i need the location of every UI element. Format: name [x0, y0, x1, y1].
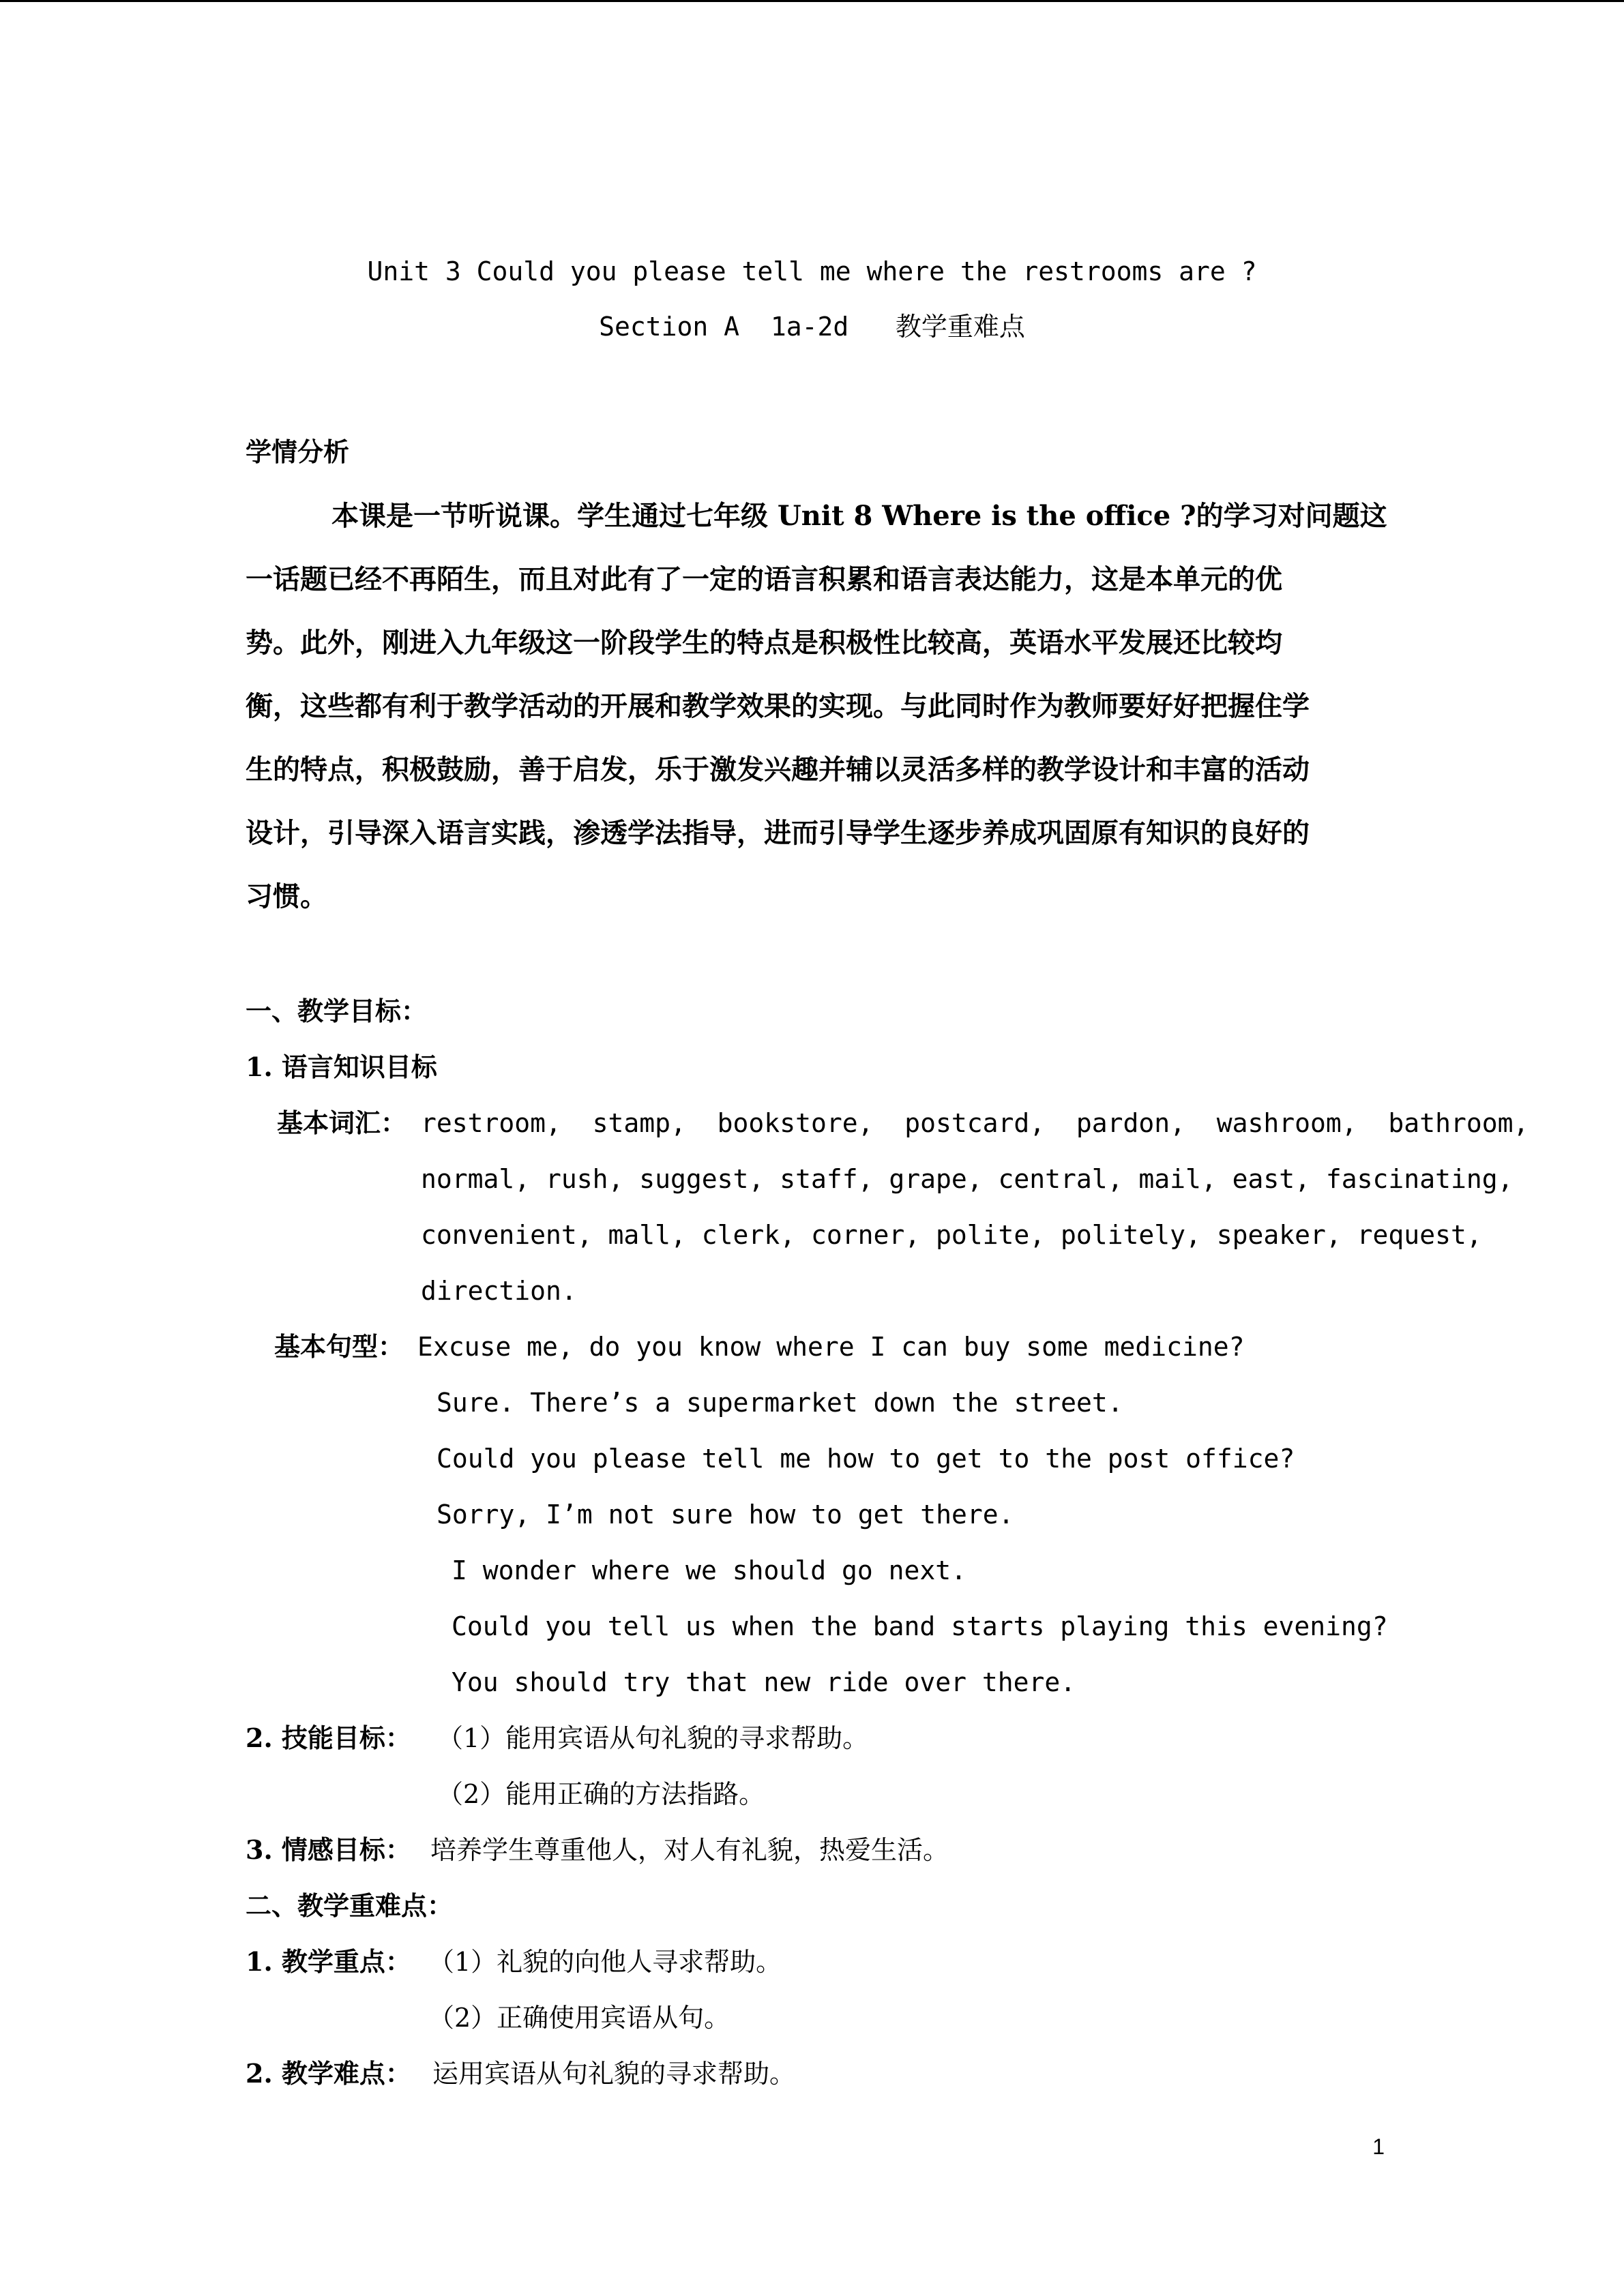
analysis-paragraph-line: 一话题已经不再陌生，而且对此有了一定的语言积累和语言表达能力，这是本单元的优	[246, 563, 1282, 595]
vocab-line: restroom, stamp, bookstore, postcard, pardon, washroom, bathroom,	[421, 1108, 1529, 1138]
sentence-line: Could you tell us when the band starts playing this evening?	[452, 1611, 1388, 1641]
vocab-line: normal, rush, suggest, staff, grape, central, mail, east, fascinating,	[421, 1164, 1514, 1194]
keypoint-difficulty-label: 2. 教学难点：	[246, 2058, 411, 2089]
skill-line: （1）能用宾语从句礼貌的寻求帮助。	[437, 1723, 869, 1753]
sentence-line: You should try that new ride over there.	[452, 1667, 1076, 1697]
sentence-line: Could you please tell me how to get to the post office?	[437, 1444, 1295, 1474]
vocab-label: 基本词汇：	[277, 1107, 407, 1138]
vocab-line: convenient, mall, clerk, corner, polite, politely, speaker, request,	[421, 1220, 1482, 1250]
analysis-paragraph-line: 设计，引导深入语言实践，渗透学法指导，进而引导学生逐步养成巩固原有知识的良好的	[246, 817, 1310, 849]
analysis-paragraph-line: 本课是一节听说课。学生通过七年级 Unit 8 Where is the office ?的学习对问题这	[331, 500, 1387, 532]
sentence-label: 基本句型：	[274, 1331, 404, 1362]
page-title: Unit 3 Could you please tell me where the restrooms are ?	[367, 256, 1257, 286]
skill-line: （2）能用正确的方法指路。	[437, 1779, 765, 1809]
page-number: 1	[1372, 2134, 1385, 2159]
analysis-paragraph-line: 生的特点，积极鼓励，善于启发，乐于激发兴趣并辅以灵活多样的教学设计和丰富的活动	[246, 754, 1310, 786]
difficulty-text: 运用宾语从句礼貌的寻求帮助。	[432, 2059, 796, 2089]
analysis-paragraph-line: 势。此外，刚进入九年级这一阶段学生的特点是积极性比较高，英语水平发展还比较均	[246, 627, 1282, 659]
keypoints-heading: 二、教学重难点：	[246, 1890, 454, 1921]
objective-language-label: 1. 语言知识目标	[246, 1052, 437, 1082]
focus-line: （1）礼貌的向他人寻求帮助。	[428, 1947, 782, 1977]
objective-emotion-label: 3. 情感目标：	[246, 1834, 411, 1865]
analysis-paragraph-line: 习惯。	[246, 880, 327, 912]
top-border	[0, 0, 1624, 2]
keypoint-focus-label: 1. 教学重点：	[246, 1946, 411, 1977]
sentence-line: I wonder where we should go next.	[452, 1555, 966, 1585]
analysis-paragraph-line: 衡，这些都有利于教学活动的开展和教学效果的实现。与此同时作为教师要好好把握住学	[246, 690, 1310, 722]
focus-line: （2）正确使用宾语从句。	[428, 2003, 730, 2033]
vocab-line: direction.	[421, 1276, 577, 1306]
objectives-heading: 一、教学目标：	[246, 996, 428, 1026]
sentence-line: Sorry, I’m not sure how to get there.	[437, 1500, 1014, 1530]
sentence-line: Sure. There’s a supermarket down the street.	[437, 1388, 1123, 1418]
sentence-line: Excuse me, do you know where I can buy some medicine?	[417, 1332, 1245, 1362]
page-subtitle: Section A 1a-2d 教学重难点	[599, 312, 1025, 342]
analysis-heading: 学情分析	[246, 436, 350, 467]
emotion-text: 培养学生尊重他人，对人有礼貌，热爱生活。	[430, 1835, 949, 1865]
objective-skill-label: 2. 技能目标：	[246, 1723, 411, 1753]
